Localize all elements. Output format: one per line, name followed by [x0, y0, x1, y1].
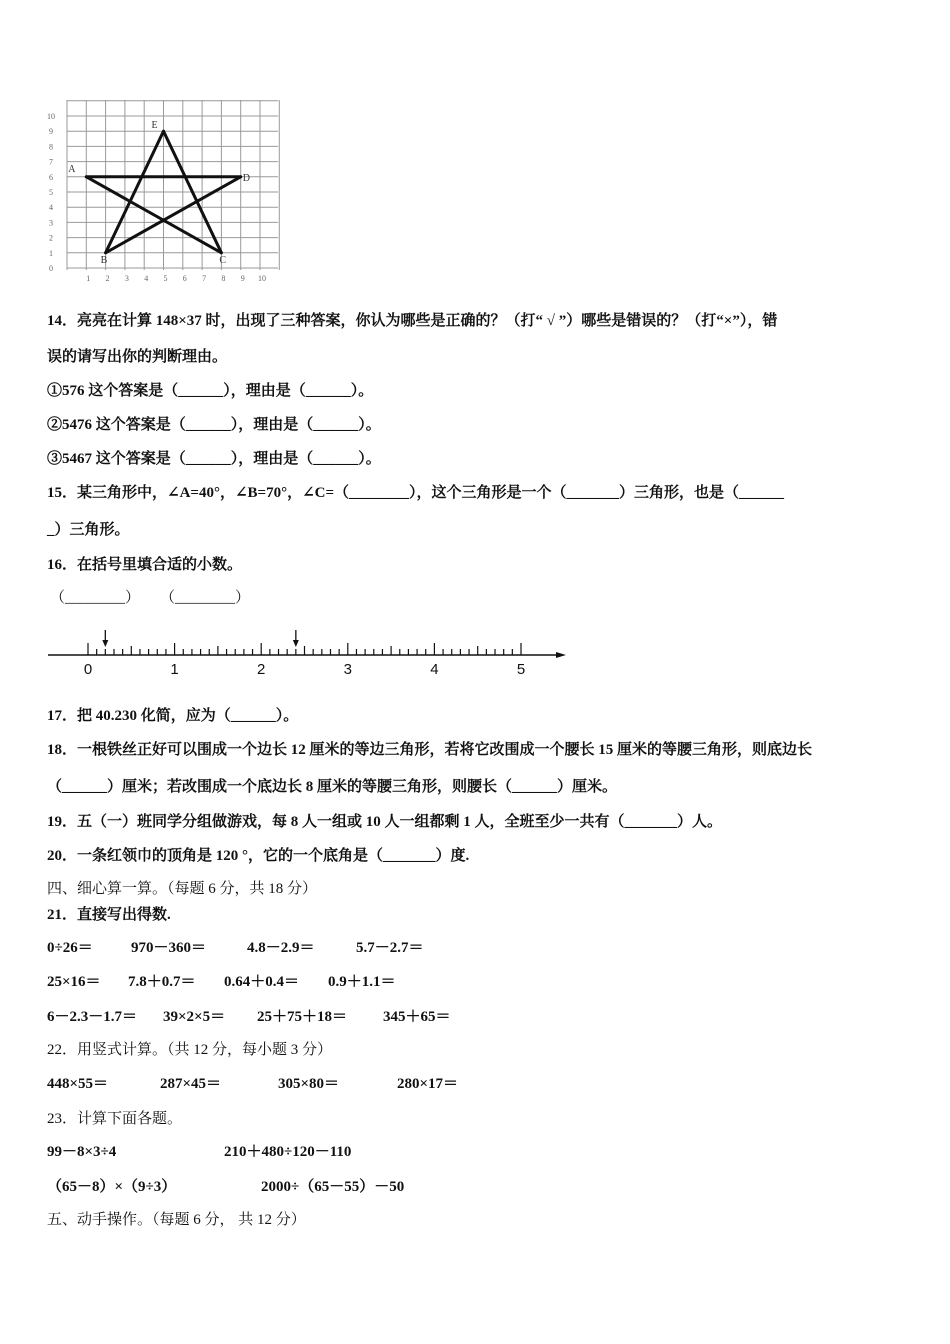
q21-expr: 39×2×5＝: [163, 1009, 226, 1025]
q23-expr: 210＋480÷120－110: [224, 1144, 352, 1160]
y-tick-label: 5: [49, 188, 53, 197]
pointer-arrow-head-icon: [293, 640, 299, 647]
q14-text-cont: 误的请写出你的判断理由。: [47, 349, 228, 365]
x-tick-label: 7: [202, 274, 207, 283]
point-label-a: A: [68, 163, 76, 175]
q21-expr: 25＋75＋18＝: [257, 1009, 348, 1025]
y-tick-label: 7: [49, 157, 53, 167]
tick-label: 0: [83, 661, 93, 678]
q14-item-2: ②5476 这个答案是（______），理由是（______）。: [47, 417, 381, 433]
point-label-d: D: [242, 172, 250, 184]
x-tick-label: 6: [182, 274, 187, 283]
axis-arrow: [556, 652, 566, 658]
q14-text: 14．亮亮在计算 148×37 时，出现了三种答案，你认为哪些是正确的？（打“ √ ”）哪些是错误的？（打“×”），错: [47, 313, 778, 329]
section-5-heading: 五、动手操作。（每题 6 分， 共 12 分）: [47, 1212, 306, 1228]
q23-title: 23．计算下面各题。: [47, 1111, 183, 1127]
y-tick-label: 0: [49, 264, 53, 273]
q18-text-cont: （______）厘米；若改围成一个底边长 8 厘米的等腰三角形，则腰长（______）厘米。: [47, 779, 618, 795]
q14-item-3: ③5467 这个答案是（______），理由是（______）。: [47, 451, 381, 467]
y-tick-label: 4: [49, 203, 53, 213]
q22-expr: 305×80＝: [278, 1076, 340, 1092]
point-label-c: C: [219, 254, 227, 266]
tick-label: 4: [430, 661, 439, 678]
q21-expr: 0.9＋1.1＝: [328, 974, 396, 990]
x-tick-label: 9: [240, 274, 245, 283]
y-tick-label: 10: [47, 112, 55, 121]
q22-title: 22．用竖式计算。（共 12 分，每小题 3 分）: [47, 1042, 333, 1058]
q20-text: 20．一条红领巾的顶角是 120 °，它的一个底角是（_______）度.: [47, 848, 470, 864]
q21-expr: 7.8＋0.7＝: [128, 974, 196, 990]
x-tick-label: 3: [124, 274, 129, 283]
q16-title: 16．在括号里填合适的小数。: [47, 557, 243, 573]
tick-label: 5: [516, 661, 526, 678]
q17-text: 17．把 40.230 化简，应为（______）。: [47, 708, 299, 724]
y-tick-label: 9: [49, 127, 53, 137]
q21-expr: 6－2.3－1.7＝: [47, 1009, 138, 1025]
q18-text: 18．一根铁丝正好可以围成一个边长 12 厘米的等边三角形，若将它改围成一个腰长 15 厘米的等腰三角形，则底边长: [47, 742, 813, 758]
point-label-e: E: [151, 120, 158, 132]
q16-blank-2: （________）: [160, 590, 251, 606]
q21-expr: 25×16＝: [47, 974, 101, 990]
section-4-heading: 四、细心算一算。（每题 6 分，共 18 分）: [47, 881, 318, 897]
q22-expr: 448×55＝: [47, 1076, 109, 1092]
pointer-arrow-head-icon: [102, 640, 108, 647]
q23-expr: 2000÷（65－55）－50: [261, 1179, 405, 1195]
tick-label: 2: [257, 661, 266, 678]
q14-item-1: ①576 这个答案是（______），理由是（______）。: [47, 383, 374, 399]
tick-label: 3: [343, 661, 352, 678]
point-label-b: B: [100, 254, 108, 266]
q21-expr: 970－360＝: [131, 940, 207, 956]
q16-blank-1: （________）: [50, 590, 141, 606]
q22-expr: 287×45＝: [160, 1076, 222, 1092]
q21-expr: 4.8－2.9＝: [247, 940, 315, 956]
x-tick-label: 10: [258, 274, 266, 283]
q15-text-cont: _）三角形。: [47, 522, 130, 538]
x-tick-label: 2: [105, 274, 110, 283]
y-tick-label: 2: [49, 233, 53, 243]
y-tick-label: 8: [49, 142, 53, 152]
x-tick-label: 5: [163, 274, 168, 283]
q19-text: 19．五（一）班同学分组做游戏，每 8 人一组或 10 人一组都剩 1 人，全班至少一共有（_______）人。: [47, 814, 723, 830]
x-tick-label: 1: [86, 274, 91, 283]
q21-title: 21．直接写出得数.: [47, 907, 171, 923]
tick-label: 1: [170, 661, 179, 678]
x-tick-label: 8: [221, 274, 226, 283]
y-tick-label: 1: [49, 248, 53, 258]
y-tick-label: 6: [49, 172, 53, 182]
q15-text: 15．某三角形中，∠A=40°，∠B=70°，∠C=（________），这个三角形是一个（_______）三角形，也是（______: [47, 485, 785, 501]
q21-expr: 345＋65＝: [383, 1009, 451, 1025]
q23-expr: 99－8×3÷4: [47, 1144, 117, 1160]
x-tick-label: 4: [144, 274, 149, 283]
y-tick-label: 3: [49, 218, 53, 228]
q21-expr: 0÷26＝: [47, 940, 93, 956]
q21-expr: 5.7－2.7＝: [356, 940, 424, 956]
q21-expr: 0.64＋0.4＝: [224, 974, 300, 990]
q22-expr: 280×17＝: [397, 1076, 459, 1092]
q23-expr: （65－8）×（9÷3）: [47, 1179, 177, 1195]
